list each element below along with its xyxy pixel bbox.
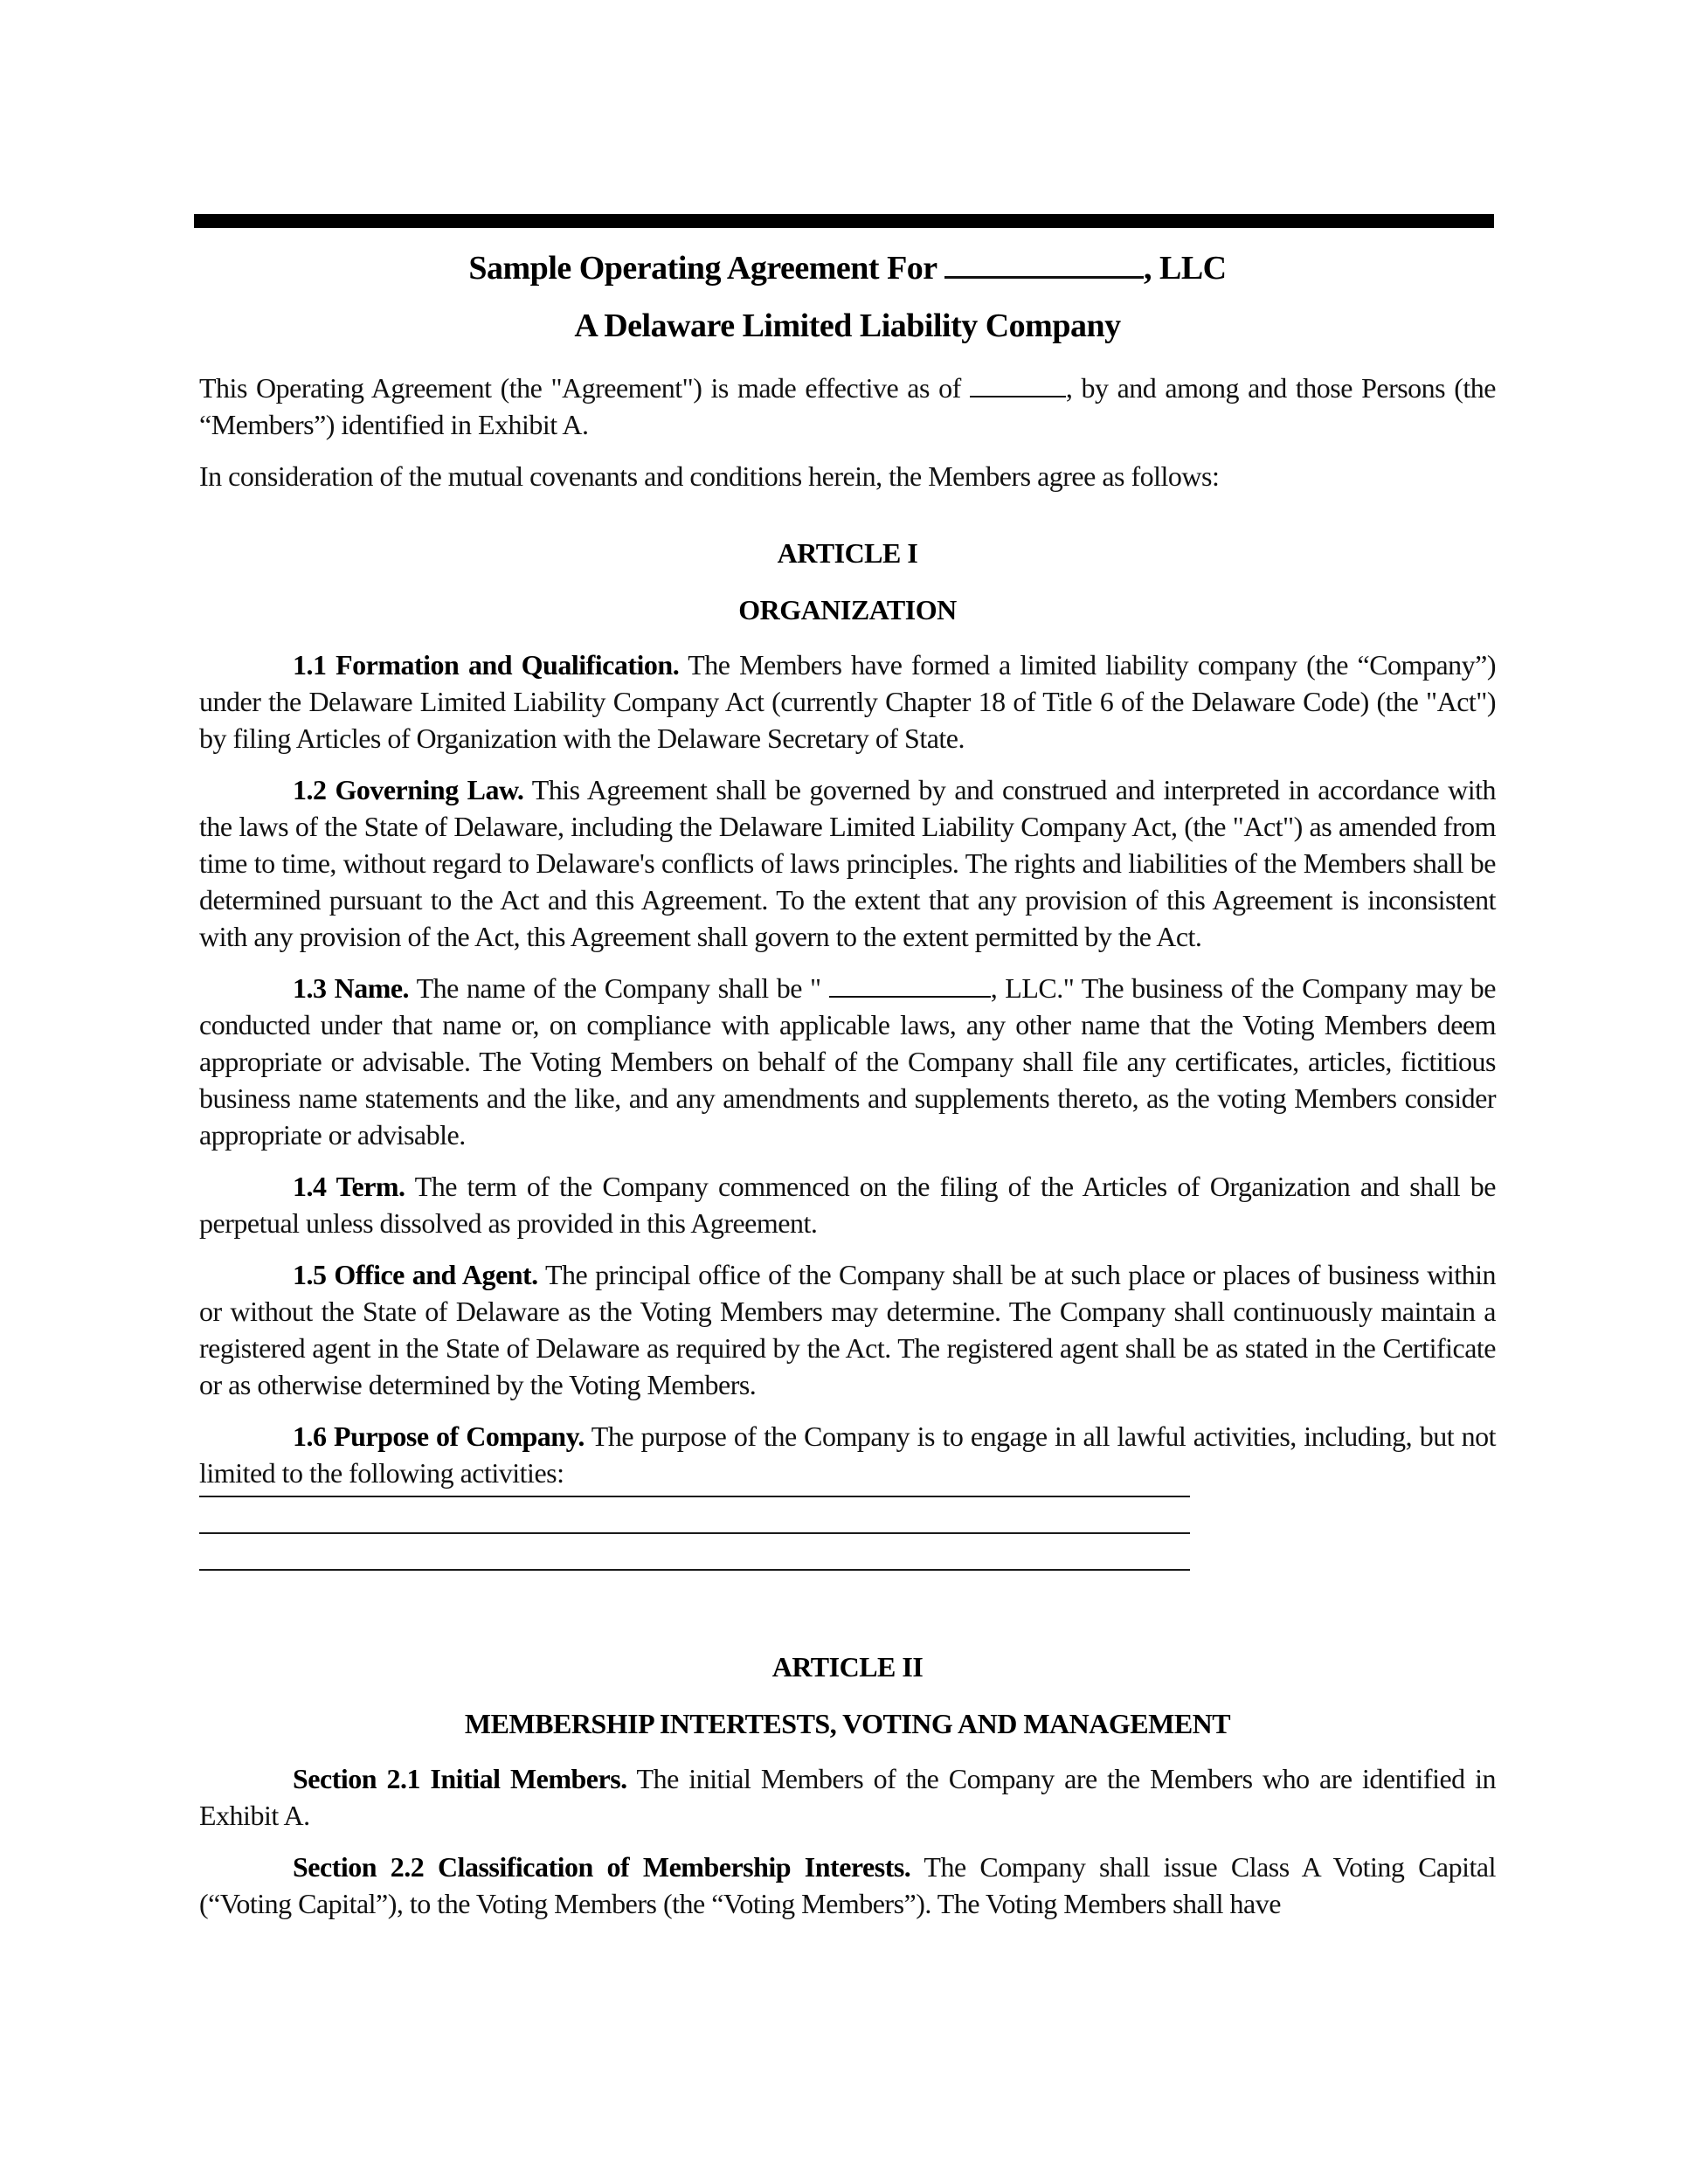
- intro-paragraph: [199, 370, 1496, 443]
- article-1-title: ARTICLE I: [777, 537, 918, 569]
- write-in-line-2: [199, 1497, 1190, 1534]
- intro-paragraph-text-post: , by and among and those Persons (the “Members”) identified in Exhibit A.: [199, 372, 1497, 440]
- company-name-blank-2: [829, 992, 991, 998]
- section-1-5: [199, 1256, 1496, 1403]
- section-1-1-text: The Members have formed a limited liability company (the “Company”) under the Delaware Limited Liability Company Act (currently Chapter 18 of Title 6 of the Delaware Code) (the "Act") by filing Articles of Organization with the Delaware Secretary of State.: [199, 649, 1497, 754]
- section-1-6-text: The purpose of the Company is to engage in all lawful activities, including, but not limited to the following activities:: [199, 1420, 1497, 1489]
- article-1-subtitle: ORGANIZATION: [738, 594, 957, 625]
- article-2-title: ARTICLE II: [771, 1651, 924, 1683]
- section-1-4: [199, 1168, 1496, 1241]
- section-1-3-text-post: , LLC." The business of the Company may be conducted under that name or, on compliance with applicable laws, any other name that the Voting Members deem appropriate or advisable. The Voting Members on behalf of the Company shall file any certificates, articles, fictitious business name statements and the like, and any amendments and supplements thereto, as the voting Members consider appropriate or advisable.: [199, 972, 1497, 1151]
- effective-date-blank: [970, 392, 1066, 397]
- section-1-5-text: The principal office of the Company shall be at such place or places of business within or without the State of Delaware as the Voting Members may determine. The Company shall continuously maintain a registered agent in the State of Delaware as required by the Act. The registered agent shall be as stated in the Certificate or as otherwise determined by the Voting Members.: [199, 1259, 1497, 1400]
- document-title-suffix: , LLC: [1143, 250, 1227, 287]
- section-1-3-label: 1.3 Name.: [293, 972, 410, 1004]
- section-1-2-text: This Agreement shall be governed by and construed and interpreted in accordance with the laws of the State of Delaware, including the Delaware Limited Liability Company Act, (the "Act") as amended from time to time, without regard to Delaware's conflicts of laws principles. The rights and liabilities of the Members shall be determined pursuant to the Act and this Agreement. To the extent that any provision of this Agreement is inconsistent with any provision of the Act, this Agreement shall govern to the extent permitted by the Act.: [199, 774, 1496, 952]
- section-2-1: [199, 1760, 1496, 1834]
- section-2-2-label: Section 2.2 Classification of Membership Interests.: [293, 1851, 911, 1883]
- section-1-1-label: 1.1 Formation and Qualification.: [293, 649, 680, 681]
- section-1-6-label: 1.6 Purpose of Company.: [293, 1420, 585, 1452]
- consideration-paragraph: In consideration of the mutual covenants and conditions herein, the Members agree as follows:: [199, 460, 1220, 492]
- document-title-prefix: Sample Operating Agreement For: [468, 250, 944, 287]
- section-2-2: [199, 1849, 1496, 1922]
- section-1-1: [199, 646, 1496, 757]
- article-2-subtitle: MEMBERSHIP INTERTESTS, VOTING AND MANAGEMENT: [464, 1708, 1231, 1739]
- section-1-4-label: 1.4 Term.: [293, 1171, 405, 1202]
- document-subtitle: A Delaware Limited Liability Company: [574, 308, 1121, 344]
- section-1-2: [199, 771, 1496, 955]
- section-2-1-label: Section 2.1 Initial Members.: [293, 1763, 627, 1794]
- section-1-4-text: The term of the Company commenced on the filing of the Articles of Organization and shall be perpetual unless dissolved as provided in this Agreement.: [199, 1171, 1497, 1239]
- top-rule: [194, 214, 1494, 228]
- article-1-heading-group: [199, 535, 1496, 629]
- company-name-blank: [944, 273, 1144, 279]
- section-1-3-text-pre: The name of the Company shall be ": [409, 972, 829, 1004]
- write-in-line-3: [199, 1534, 1190, 1571]
- section-2-1-text: The initial Members of the Company are the Members who are identified in Exhibit A.: [199, 1763, 1497, 1831]
- section-2-2-text: The Company shall issue Class A Voting Capital (“Voting Capital”), to the Voting Members (the “Voting Members”). The Voting Members shall have: [199, 1851, 1497, 1919]
- section-1-2-label: 1.2 Governing Law.: [293, 774, 524, 805]
- section-1-5-label: 1.5 Office and Agent.: [293, 1259, 538, 1290]
- intro-paragraph-text-pre: This Operating Agreement (the "Agreement") is made effective as of: [199, 372, 970, 404]
- article-2-heading-group: [199, 1648, 1496, 1743]
- section-1-3: [199, 970, 1496, 1153]
- document-title: [199, 247, 1496, 289]
